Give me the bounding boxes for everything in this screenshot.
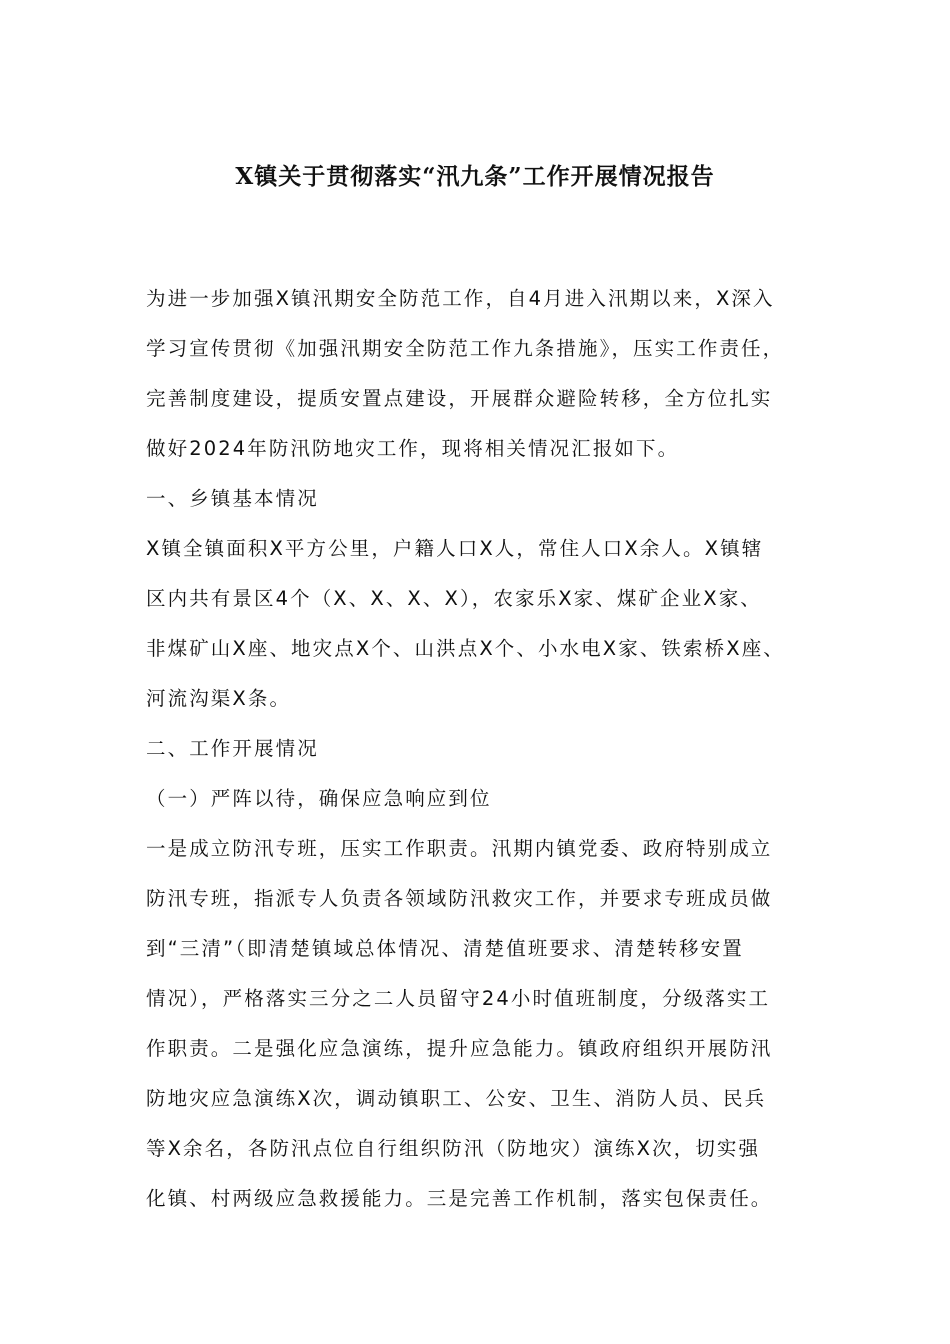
work-line-6: 防地灾应急演练X次，调动镇职工、公安、卫生、消防人员、民兵 — [146, 1087, 767, 1110]
basic-info-line-3: 非煤矿山X座、地灾点X个、山洪点X个、小水电X家、铁索桥X座、 — [146, 637, 785, 660]
section-heading-basic-info: 一、乡镇基本情况 — [146, 487, 319, 510]
work-line-7: 等X余名，各防汛点位自行组织防汛（防地灾）演练X次，切实强 — [146, 1137, 761, 1160]
work-line-4: 情况），严格落实三分之二人员留守24小时值班制度，分级落实工 — [146, 987, 771, 1010]
intro-line-1: 为进一步加强X镇汛期安全防范工作，自4月进入汛期以来，X深入 — [146, 287, 775, 310]
work-line-8: 化镇、村两级应急救援能力。三是完善工作机制，落实包保责任。 — [146, 1187, 773, 1210]
document-title: X镇关于贯彻落实“汛九条”工作开展情况报告 — [235, 163, 715, 190]
intro-line-4: 做好2024年防汛防地灾工作，现将相关情况汇报如下。 — [146, 437, 680, 460]
basic-info-line-2: 区内共有景区4个（X、X、X、X），农家乐X家、煤矿企业X家、 — [146, 587, 762, 610]
basic-info-line-1: X镇全镇面积X平方公里，户籍人口X人，常住人口X余人。X镇辖 — [146, 537, 764, 560]
work-line-2: 防汛专班，指派专人负责各领域防汛救灾工作，并要求专班成员做 — [146, 887, 773, 910]
intro-line-2: 学习宣传贯彻《加强汛期安全防范工作九条措施》，压实工作责任， — [146, 337, 785, 360]
section-heading-work-progress: 二、工作开展情况 — [146, 737, 319, 760]
work-line-1: 一是成立防汛专班，压实工作职责。汛期内镇党委、政府特别成立 — [146, 837, 773, 860]
intro-line-3: 完善制度建设，提质安置点建设，开展群众避险转移，全方位扎实 — [146, 387, 773, 410]
basic-info-line-4: 河流沟渠X条。 — [146, 687, 292, 710]
document-body — [146, 282, 810, 1232]
subsection-heading-emergency-response: （一）严阵以待，确保应急响应到位 — [146, 787, 492, 810]
work-line-5: 作职责。二是强化应急演练，提升应急能力。镇政府组织开展防汛 — [146, 1037, 773, 1060]
work-line-3: 到“三清”（即清楚镇域总体情况、清楚值班要求、清楚转移安置 — [146, 937, 744, 960]
